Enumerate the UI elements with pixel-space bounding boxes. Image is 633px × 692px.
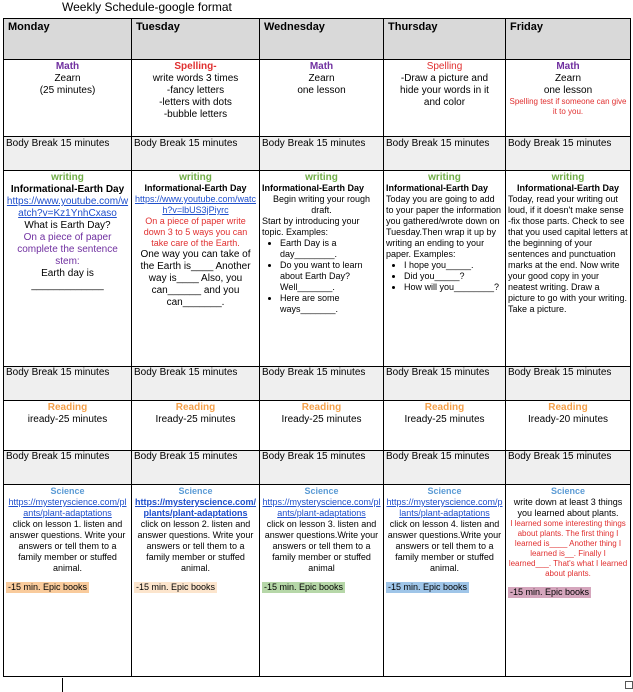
cell-line: What is Earth Day? bbox=[24, 220, 111, 231]
mysteryscience-link[interactable]: https://mysteryscience.com/plants/plant-adaptations bbox=[262, 497, 381, 518]
cell-head: Math bbox=[309, 61, 334, 72]
cell-line: -bubble letters bbox=[163, 109, 228, 120]
cell-head: Science bbox=[50, 486, 85, 496]
body-break: Body Break 15 minutes bbox=[506, 367, 631, 401]
cell-line: -letters with dots bbox=[159, 97, 232, 108]
body-break: Body Break 15 minutes bbox=[506, 451, 631, 485]
cell-line: one lesson bbox=[543, 85, 593, 96]
mysteryscience-link[interactable]: https://mysteryscience.com/plants/plant-adaptations bbox=[8, 497, 127, 518]
science-monday bbox=[4, 485, 132, 677]
list-item: • How will you________? bbox=[404, 282, 503, 293]
science-wednesday bbox=[260, 485, 384, 677]
text-cursor bbox=[62, 678, 63, 692]
cell-line: click on lesson 2. listen and answer questions. Write your answers or tell them to a family member or stuffed animal. bbox=[137, 519, 254, 573]
day-friday: Friday bbox=[506, 19, 631, 60]
cell-line: click on lesson 4. listen and answer questions.Write your answers or tell them to a family member or stuffed animal. bbox=[387, 519, 502, 573]
cell-head: Science bbox=[550, 486, 586, 496]
science-tuesday bbox=[132, 485, 260, 677]
header-row bbox=[4, 19, 631, 60]
spelling-thursday bbox=[384, 60, 506, 137]
day-thursday: Thursday bbox=[384, 19, 506, 60]
youtube-link[interactable]: https://www.youtube.com/watch?v=Kz1YnhCxaso bbox=[6, 196, 129, 219]
cell-head: writing bbox=[179, 172, 212, 183]
epic-books: -15 min. Epic books bbox=[8, 582, 88, 592]
cell-head: Reading bbox=[301, 402, 342, 413]
epic-books: -15 min. Epic books bbox=[264, 582, 344, 592]
cell-line: Zearn bbox=[554, 73, 582, 84]
reading-monday bbox=[4, 401, 132, 451]
cell-head: writing bbox=[51, 172, 84, 183]
cell-head: Math bbox=[556, 61, 580, 72]
cell-topic: Informational-Earth Day bbox=[386, 183, 489, 193]
list-item: • Here are some ways_______. bbox=[280, 293, 381, 315]
list-item: • Did you_____? bbox=[404, 271, 503, 282]
cell-head: Reading bbox=[548, 402, 588, 413]
mysteryscience-link[interactable]: https://mysteryscience.com/plants/plant-adaptations bbox=[386, 497, 503, 518]
example-list bbox=[262, 238, 381, 315]
body-break: Body Break 15 minutes bbox=[132, 367, 260, 401]
cell-head: Spelling bbox=[426, 61, 463, 72]
cell-line: Today you are going to add to your paper the information you gathered/wrote down on Tuesday.Then wrap it up by writing an ending to your paper. Examples: bbox=[386, 194, 502, 259]
cell-head: Science bbox=[304, 486, 339, 496]
reading-row bbox=[4, 401, 631, 451]
cell-line: write down at least 3 things you learned about plants. bbox=[513, 497, 623, 518]
body-break-row-3 bbox=[4, 451, 631, 485]
cell-topic: Informational-Earth Day bbox=[10, 184, 125, 195]
science-thursday bbox=[384, 485, 506, 677]
example-list bbox=[386, 260, 503, 293]
day-monday: Monday bbox=[4, 19, 132, 60]
body-break-row-1 bbox=[4, 137, 631, 171]
cell-line: -fancy letters bbox=[166, 85, 225, 96]
math-row bbox=[4, 60, 631, 137]
body-break: Body Break 15 minutes bbox=[132, 451, 260, 485]
spelling-tuesday bbox=[132, 60, 260, 137]
cell-head: writing bbox=[551, 172, 585, 183]
cell-head: Spelling- bbox=[174, 61, 217, 72]
cell-line: _____________ bbox=[31, 280, 104, 291]
cell-line: (25 minutes) bbox=[39, 85, 96, 96]
cell-head: Reading bbox=[47, 402, 88, 413]
cell-line: Iready-25 minutes bbox=[404, 414, 485, 425]
epic-books: -15 min. Epic books bbox=[136, 582, 216, 592]
reading-wednesday bbox=[260, 401, 384, 451]
cell-line: Earth day is bbox=[41, 268, 94, 279]
cell-line: Begin writing your rough draft. bbox=[272, 194, 371, 215]
body-break: Body Break 15 minutes bbox=[384, 451, 506, 485]
body-break: Body Break 15 minutes bbox=[132, 137, 260, 171]
cell-line: Start by introducing your topic. Examples: bbox=[262, 216, 360, 237]
cell-line: click on lesson 1. listen and answer questions. Write your answers or tell them to a family member or stuffed animal. bbox=[9, 519, 126, 573]
reading-thursday bbox=[384, 401, 506, 451]
science-friday bbox=[506, 485, 631, 677]
cell-line: Iready-20 minutes bbox=[527, 414, 609, 425]
body-break: Body Break 15 minutes bbox=[260, 367, 384, 401]
page-title: Weekly Schedule-google format bbox=[62, 0, 232, 14]
writing-wednesday bbox=[260, 171, 384, 367]
list-item: • I hope you_____. bbox=[404, 260, 503, 271]
cell-head: Reading bbox=[424, 402, 465, 413]
cell-line: Zearn bbox=[54, 73, 81, 84]
schedule-table bbox=[3, 18, 631, 677]
math-wednesday bbox=[260, 60, 384, 137]
cell-line: Today, read your writing out loud, if it doesn't make sense -fix those parts. Check to see that you used capital letters at the beginning of your sentences and punctuation marks at the end. Now write your good copy in your neatest writing. Draw a picture to go with your writing. Take a picture. bbox=[508, 194, 628, 314]
cell-head: Science bbox=[178, 486, 213, 496]
cell-line: one lesson bbox=[297, 85, 346, 96]
epic-books: -15 min. Epic books bbox=[388, 582, 468, 592]
writing-friday bbox=[506, 171, 631, 367]
cell-topic: Informational-Earth Day bbox=[516, 183, 619, 193]
day-wednesday: Wednesday bbox=[260, 19, 384, 60]
writing-row bbox=[4, 171, 631, 367]
reading-tuesday bbox=[132, 401, 260, 451]
cell-line: Iready-25 minutes bbox=[281, 414, 362, 425]
cell-line: iready-25 minutes bbox=[27, 414, 108, 425]
writing-thursday bbox=[384, 171, 506, 367]
body-break: Body Break 15 minutes bbox=[4, 137, 132, 171]
math-friday bbox=[506, 60, 631, 137]
body-break: Body Break 15 minutes bbox=[384, 367, 506, 401]
writing-tuesday bbox=[132, 171, 260, 367]
cell-line: click on lesson 3. listen and answer questions.Write your answers or tell them to a family member or stuffed animal bbox=[264, 519, 379, 573]
science-row bbox=[4, 485, 631, 677]
cell-line: -Draw a picture and bbox=[400, 73, 489, 84]
math-monday bbox=[4, 60, 132, 137]
cell-head: Math bbox=[55, 61, 80, 72]
cell-line: I learned some interesting things about plants. The first thing I learned is____ Another thing I learned is__. Finally I learned___. That's what I learned about plants. bbox=[508, 519, 628, 578]
cell-line: Zearn bbox=[308, 73, 335, 84]
writing-monday bbox=[4, 171, 132, 367]
day-tuesday: Tuesday bbox=[132, 19, 260, 60]
cell-head: writing bbox=[305, 172, 338, 183]
reading-friday bbox=[506, 401, 631, 451]
cell-head: Science bbox=[427, 486, 462, 496]
body-break: Body Break 15 minutes bbox=[506, 137, 631, 171]
body-break-row-2 bbox=[4, 367, 631, 401]
body-break: Body Break 15 minutes bbox=[384, 137, 506, 171]
cell-line: hide your words in it bbox=[400, 85, 489, 96]
resize-handle[interactable] bbox=[625, 681, 633, 689]
cell-line: One way you can take of the Earth is____ Another way is____ Also, you can______ and you can_______. bbox=[140, 249, 251, 308]
cell-topic: Informational-Earth Day bbox=[144, 183, 247, 193]
epic-books: -15 min. Epic books bbox=[510, 587, 590, 597]
cell-line: Spelling test if someone can give it to you. bbox=[509, 97, 627, 116]
list-item: • Earth Day is a day________. bbox=[280, 238, 381, 260]
cell-topic: Informational-Earth Day bbox=[262, 183, 365, 193]
body-break: Body Break 15 minutes bbox=[4, 367, 132, 401]
body-break: Body Break 15 minutes bbox=[4, 451, 132, 485]
body-break: Body Break 15 minutes bbox=[260, 137, 384, 171]
cell-head: writing bbox=[428, 172, 461, 183]
cell-line: On a piece of paper write down 3 to 5 ways you can take care of the Earth. bbox=[143, 216, 248, 248]
cell-line: write words 3 times bbox=[152, 73, 239, 84]
cell-line: and color bbox=[423, 97, 466, 108]
cell-head: Reading bbox=[175, 402, 216, 413]
list-item: • Do you want to learn about Earth Day?Well_______. bbox=[280, 260, 381, 293]
cell-line: On a piece of paper complete the sentence stem: bbox=[17, 232, 118, 267]
body-break: Body Break 15 minutes bbox=[260, 451, 384, 485]
mysteryscience-link[interactable]: https://mysteryscience.com/plants/plant-adaptations bbox=[134, 497, 257, 518]
youtube-link[interactable]: https://www.youtube.com/watch?v=lbUS3jPiyrc bbox=[134, 194, 257, 215]
cell-line: Iready-25 minutes bbox=[155, 414, 236, 425]
